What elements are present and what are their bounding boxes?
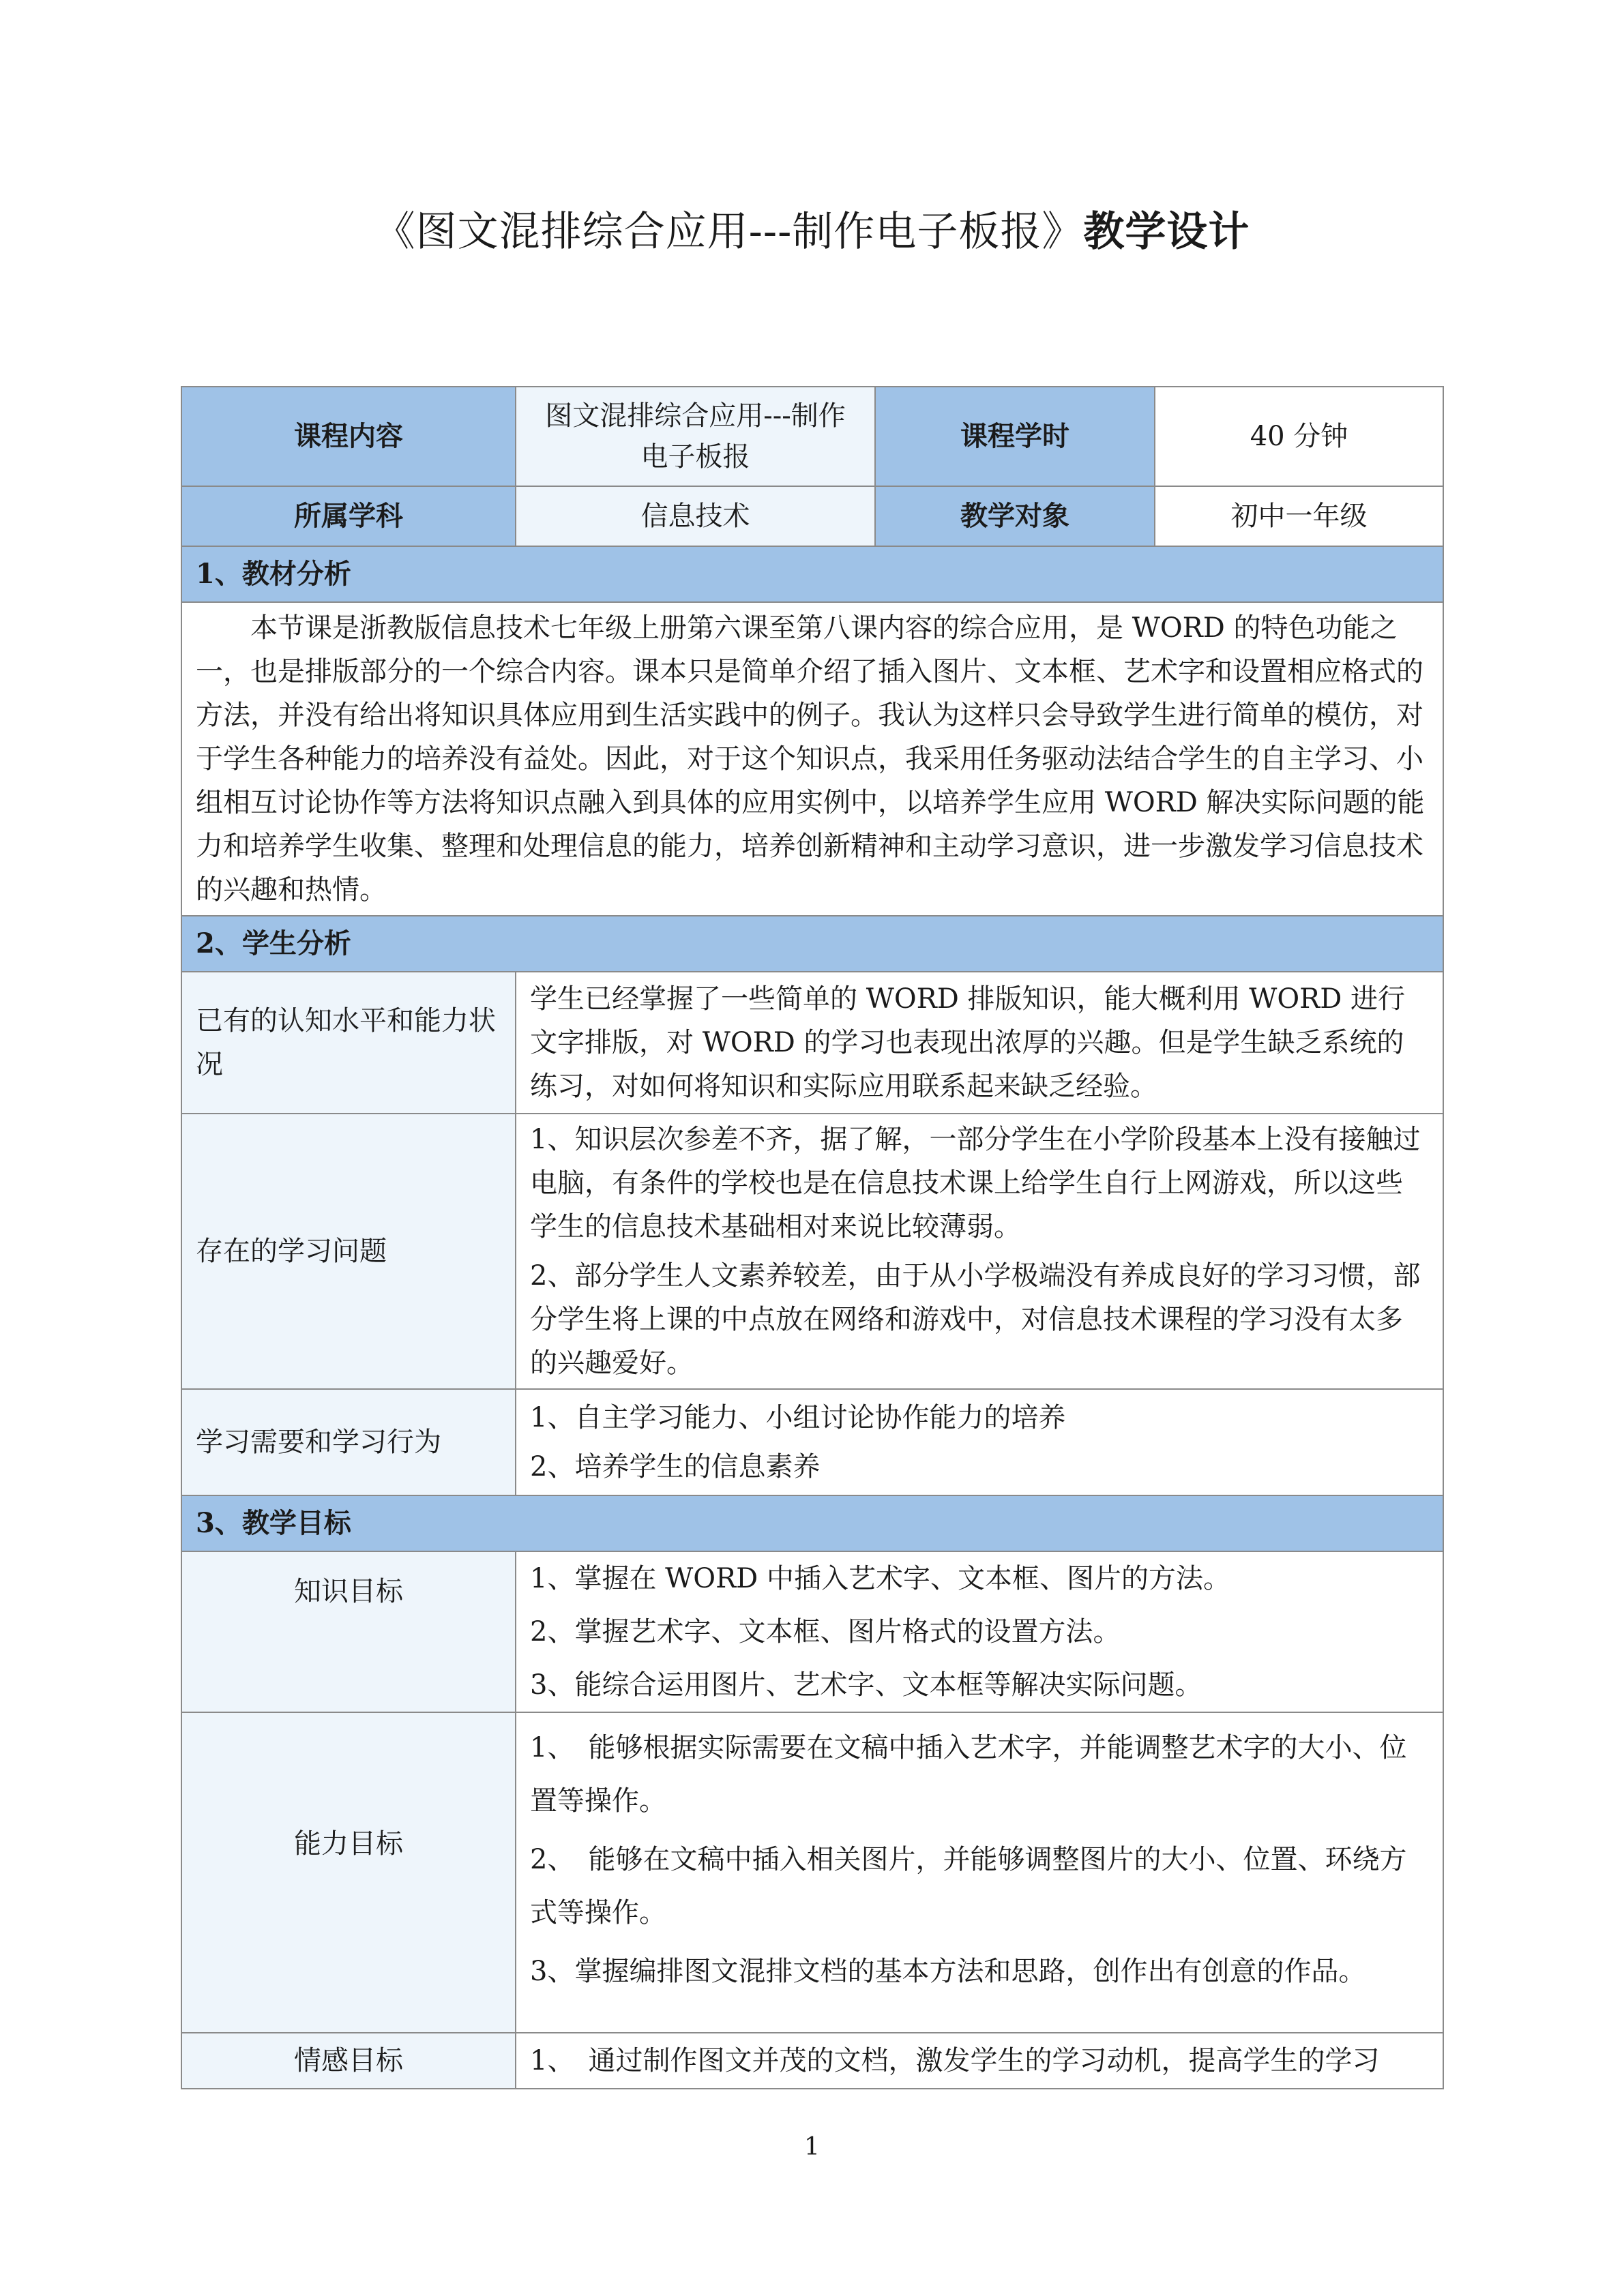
learning-needs-row (181, 1389, 1443, 1495)
subject-value: 信息技术 (516, 486, 875, 546)
lesson-design-table (181, 386, 1444, 2089)
knowledge-goals-row (181, 1551, 1443, 1712)
document-title-suffix: 教学设计 (1083, 208, 1250, 256)
learning-problems-content (516, 1114, 1443, 1389)
learning-problems-row (181, 1114, 1443, 1389)
subject-row (181, 486, 1443, 546)
ability-goals-content (516, 1712, 1443, 2033)
course-hours-value: 40 分钟 (1155, 387, 1443, 486)
document-title (0, 205, 1624, 259)
knowledge-goal-item: 2、掌握艺术字、文本框、图片格式的设置方法。 (530, 1616, 1121, 1648)
section-3-header-row (181, 1495, 1443, 1551)
section-1-body-row (181, 602, 1443, 916)
course-content-value: 图文混排综合应用---制作电子板报 (516, 387, 875, 486)
student-ability-text: 学生已经掌握了一些简单的 WORD 排版知识，能大概利用 WORD 进行文字排版，对 WORD 的学习也表现出浓厚的兴趣。但是学生缺乏系统的练习，对如何将知识和实际应用联系起来缺乏经验。 (530, 983, 1406, 1102)
target-label: 教学对象 (875, 486, 1155, 546)
section-2-header-row (181, 916, 1443, 972)
knowledge-goals-content (516, 1551, 1443, 1712)
emotion-goals-label: 情感目标 (181, 2033, 516, 2089)
emotion-goals-row (181, 2033, 1443, 2089)
learning-problem-item: 2、部分学生人文素养较差，由于从小学极端没有养成良好的学习习惯，部分学生将上课的中点放在网络和游戏中，对信息技术课程的学习没有太多的兴趣爱好。 (530, 1260, 1421, 1379)
textbook-analysis-text: 本节课是浙教版信息技术七年级上册第六课至第八课内容的综合应用，是 WORD 的特色功能之一，也是排版部分的一个综合内容。课本只是简单介绍了插入图片、文本框、艺术字和设置相应格式的方法，并没有给出将知识具体应用到生活实践中的例子。我认为这样只会导致学生进行简单的模仿，对于学生各种能力的培养没有益处。因此，对于这个知识点，我采用任务驱动法结合学生的自主学习、小组相互讨论协作等方法将知识点融入到具体的应用实例中，以培养学生应用 WORD 解决实际问题的能力和培养学生收集、整理和处理信息的能力，培养创新精神和主动学习意识，进一步激发学习信息技术的兴趣和热情。 (181, 602, 1443, 916)
knowledge-goal-item: 3、能综合运用图片、艺术字、文本框等解决实际问题。 (530, 1669, 1202, 1701)
course-content-label: 课程内容 (181, 387, 516, 486)
ability-goals-label: 能力目标 (181, 1712, 516, 2033)
section-3-heading: 3、教学目标 (181, 1495, 1443, 1551)
student-ability-label: 已有的认知水平和能力状况 (181, 972, 516, 1114)
knowledge-goals-label: 知识目标 (181, 1551, 516, 1712)
ability-goal-item: 1、 能够根据实际需要在文稿中插入艺术字，并能调整艺术字的大小、位置等操作。 (530, 1732, 1407, 1817)
student-ability-row (181, 972, 1443, 1114)
ability-goal-item: 3、掌握编排图文混排文档的基本方法和思路，创作出有创意的作品。 (530, 1956, 1366, 1987)
ability-goals-row (181, 1712, 1443, 2033)
knowledge-goal-item: 1、掌握在 WORD 中插入艺术字、文本框、图片的方法。 (530, 1563, 1230, 1594)
learning-needs-label: 学习需要和学习行为 (181, 1389, 516, 1495)
section-1-heading: 1、教材分析 (181, 546, 1443, 602)
section-2-heading: 2、学生分析 (181, 916, 1443, 972)
subject-label: 所属学科 (181, 486, 516, 546)
page-number: 1 (804, 2133, 820, 2161)
learning-problems-label: 存在的学习问题 (181, 1114, 516, 1389)
emotion-goal-item: 1、 通过制作图文并茂的文档，激发学生的学习动机，提高学生的学习 (530, 2045, 1380, 2076)
section-1-header-row (181, 546, 1443, 602)
ability-goal-item: 2、 能够在文稿中插入相关图片，并能够调整图片的大小、位置、环绕方式等操作。 (530, 1844, 1407, 1928)
learning-needs-content (516, 1389, 1443, 1495)
learning-need-item: 2、培养学生的信息素养 (530, 1451, 821, 1482)
course-info-row (181, 387, 1443, 486)
student-ability-content (516, 972, 1443, 1114)
course-hours-label: 课程学时 (875, 387, 1155, 486)
target-value: 初中一年级 (1155, 486, 1443, 546)
learning-need-item: 1、自主学习能力、小组讨论协作能力的培养 (530, 1402, 1066, 1433)
emotion-goals-content (516, 2033, 1443, 2089)
learning-problem-item: 1、知识层次参差不齐，据了解，一部分学生在小学阶段基本上没有接触过电脑，有条件的学校也是在信息技术课上给学生自行上网游戏，所以这些学生的信息技术基础相对来说比较薄弱。 (530, 1124, 1421, 1242)
document-title-main: 《图文混排综合应用---制作电子板报》 (374, 208, 1084, 256)
